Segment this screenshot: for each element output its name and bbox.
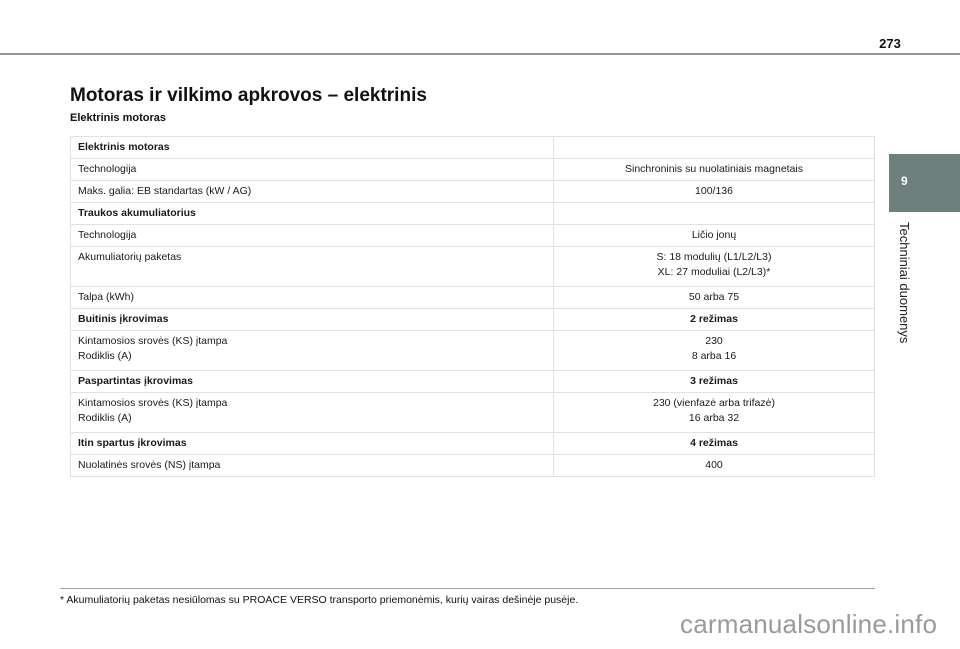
row-label-line1: Kintamosios srovės (KS) įtampa <box>78 335 228 347</box>
row-value-line1: 230 (vienfazė arba trifazė) <box>653 397 775 409</box>
row-value <box>554 137 875 159</box>
row-value: 4 režimas <box>554 433 875 455</box>
row-value: 50 arba 75 <box>554 287 875 309</box>
row-value: 100/136 <box>554 181 875 203</box>
row-label-line2: Rodiklis (A) <box>78 350 132 362</box>
row-value <box>554 331 875 371</box>
row-value <box>554 203 875 225</box>
row-value: Sinchroninis su nuolatiniais magnetais <box>554 159 875 181</box>
footnote: * Akumuliatorių paketas nesiūlomas su PROACE VERSO transporto priemonėmis, kurių vairas dešinėje pusėje. <box>60 594 579 606</box>
row-value <box>554 393 875 433</box>
row-label <box>71 393 554 433</box>
row-label-line1: Akumuliatorių paketas <box>78 251 182 263</box>
row-value-line1: S: 18 modulių (L1/L2/L3) <box>656 251 772 263</box>
row-label: Technologija <box>71 159 554 181</box>
row-value: 2 režimas <box>554 309 875 331</box>
table-row-section <box>71 433 875 455</box>
table-row <box>71 455 875 477</box>
page-number: 273 <box>879 36 901 51</box>
row-label: Elektrinis motoras <box>71 137 554 159</box>
row-label: Paspartintas įkrovimas <box>71 371 554 393</box>
table-row <box>71 331 875 371</box>
chapter-title-vertical: Techniniai duomenys <box>897 222 912 344</box>
table-row <box>71 181 875 203</box>
table-row <box>71 287 875 309</box>
row-value-line2: XL: 27 moduliai (L2/L3)* <box>657 266 771 278</box>
row-value-line2: 8 arba 16 <box>691 350 737 362</box>
row-value-line2: 16 arba 32 <box>688 412 740 424</box>
row-label <box>71 247 554 287</box>
chapter-number: 9 <box>901 174 908 188</box>
table-row-section <box>71 203 875 225</box>
page-title: Motoras ir vilkimo apkrovos – elektrinis <box>70 85 427 106</box>
row-label: Maks. galia: EB standartas (kW / AG) <box>71 181 554 203</box>
row-value: Ličio jonų <box>554 225 875 247</box>
row-label: Buitinis įkrovimas <box>71 309 554 331</box>
row-label: Talpa (kWh) <box>71 287 554 309</box>
table-row-section <box>71 371 875 393</box>
row-value <box>554 247 875 287</box>
row-label-line2: Rodiklis (A) <box>78 412 132 424</box>
footnote-rule <box>60 588 875 589</box>
row-label: Itin spartus įkrovimas <box>71 433 554 455</box>
table-row <box>71 393 875 433</box>
section-subtitle: Elektrinis motoras <box>70 112 166 124</box>
watermark: carmanualsonline.info <box>680 609 938 639</box>
chapter-tab[interactable] <box>889 154 960 212</box>
row-value: 3 režimas <box>554 371 875 393</box>
spec-table <box>70 136 875 477</box>
row-label-line1: Kintamosios srovės (KS) įtampa <box>78 397 228 409</box>
table-row <box>71 159 875 181</box>
row-label: Nuolatinės srovės (NS) įtampa <box>71 455 554 477</box>
header-rule <box>0 53 960 55</box>
table-row <box>71 225 875 247</box>
row-label <box>71 331 554 371</box>
table-row-section <box>71 309 875 331</box>
table-row-section <box>71 137 875 159</box>
row-label: Traukos akumuliatorius <box>71 203 554 225</box>
row-label: Technologija <box>71 225 554 247</box>
row-value-line1: 230 <box>705 335 723 347</box>
table-row <box>71 247 875 287</box>
row-value: 400 <box>554 455 875 477</box>
